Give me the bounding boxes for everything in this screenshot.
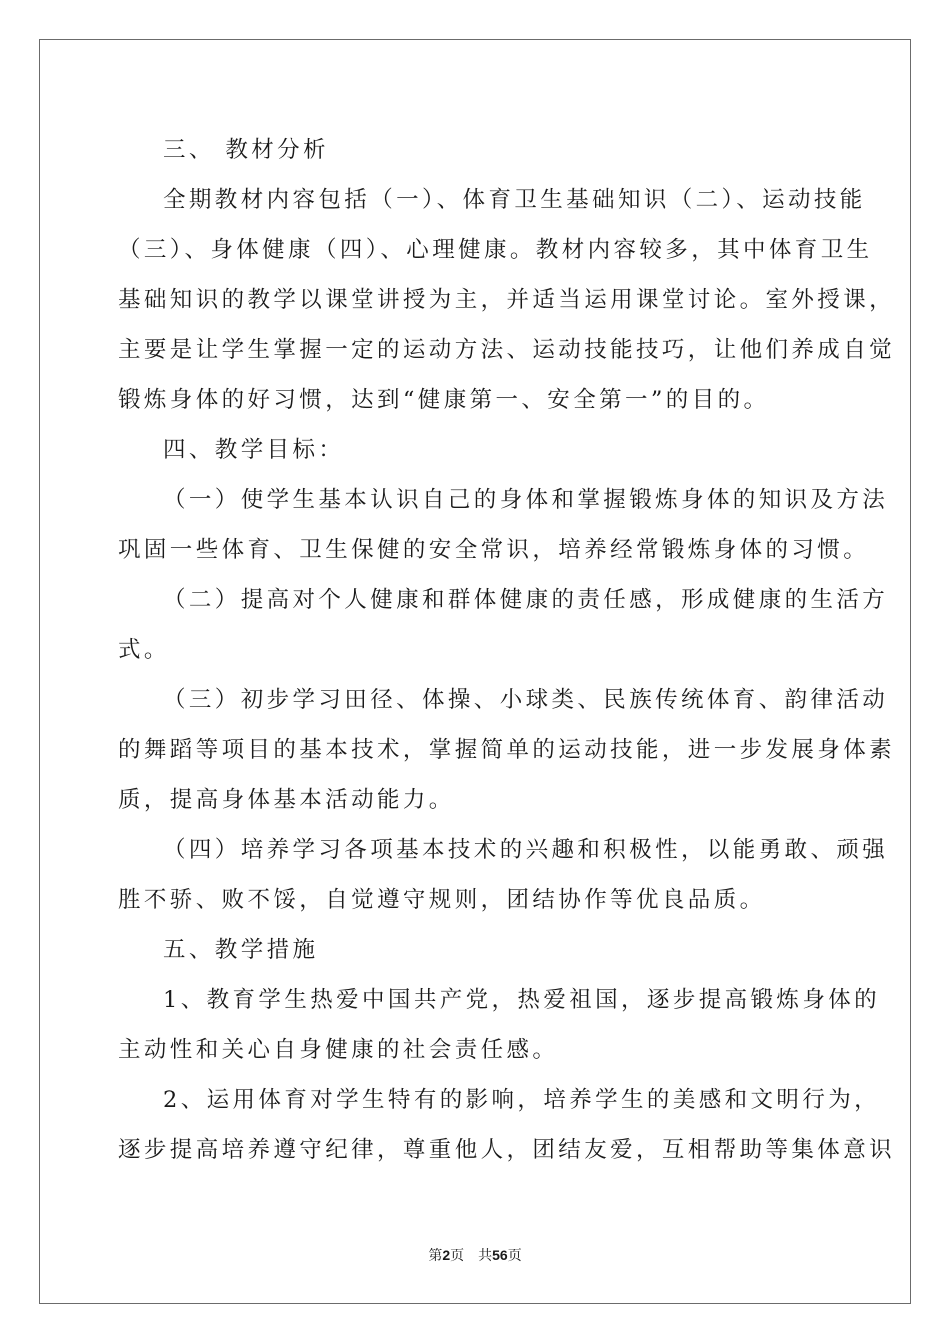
page-prefix: 第 (428, 1248, 443, 1264)
paragraph-line: （三）初步学习田径、体操、小球类、民族传统体育、韵律活动 (163, 687, 889, 713)
paragraph-line: （一）使学生基本认识自己的身体和掌握锻炼身体的知识及方法 (163, 487, 889, 513)
paragraph-line: 逐步提高培养遵守纪律，尊重他人，团结友爱，互相帮助等集体意识 (118, 1137, 896, 1163)
page-number: 2 (442, 1247, 451, 1263)
paragraph-line: （三）、身体健康（四）、心理健康。教材内容较多，其中体育卫生 (118, 237, 873, 263)
paragraph-line: 全期教材内容包括（一）、体育卫生基础知识（二）、运动技能 (163, 187, 866, 213)
total-pages: 56 (492, 1247, 508, 1263)
paragraph-line: 巩固一些体育、卫生保健的安全常识，培养经常锻炼身体的习惯。 (118, 537, 870, 563)
paragraph-line: 质，提高身体基本活动能力。 (118, 787, 455, 813)
page-suffix: 页 (450, 1248, 465, 1264)
paragraph-line: （二）提高对个人健康和群体健康的责任感，形成健康的生活方 (163, 587, 889, 613)
section-heading-3: 三、 教材分析 (163, 137, 329, 163)
paragraph-line: 基础知识的教学以课堂讲授为主，并适当运用课堂讨论。室外授课， (118, 287, 896, 313)
section-heading-5: 五、教学措施 (163, 937, 319, 963)
paragraph-line: 锻炼身体的好习惯，达到“健康第一、安全第一”的目的。 (118, 387, 770, 413)
paragraph-line: 主动性和关心自身健康的社会责任感。 (118, 1037, 559, 1063)
total-suffix: 页 (507, 1248, 522, 1264)
paragraph-line: （四）培养学习各项基本技术的兴趣和积极性，以能勇敢、顽强 (163, 837, 889, 863)
paragraph-line: 式。 (118, 637, 170, 663)
paragraph-line: 2、运用体育对学生特有的影响，培养学生的美感和文明行为， (163, 1087, 881, 1113)
section-heading-4: 四、教学目标： (163, 437, 345, 463)
page-footer (0, 1246, 950, 1265)
paragraph-line: 主要是让学生掌握一定的运动方法、运动技能技巧，让他们养成自觉 (118, 337, 896, 363)
total-prefix: 共 (478, 1248, 493, 1264)
paragraph-line: 的舞蹈等项目的基本技术，掌握简单的运动技能，进一步发展身体素 (118, 737, 896, 763)
paragraph-line: 1、教育学生热爱中国共产党，热爱祖国，逐步提高锻炼身体的 (163, 987, 881, 1013)
paragraph-line: 胜不骄、败不馁，自觉遵守规则，团结协作等优良品质。 (118, 887, 766, 913)
